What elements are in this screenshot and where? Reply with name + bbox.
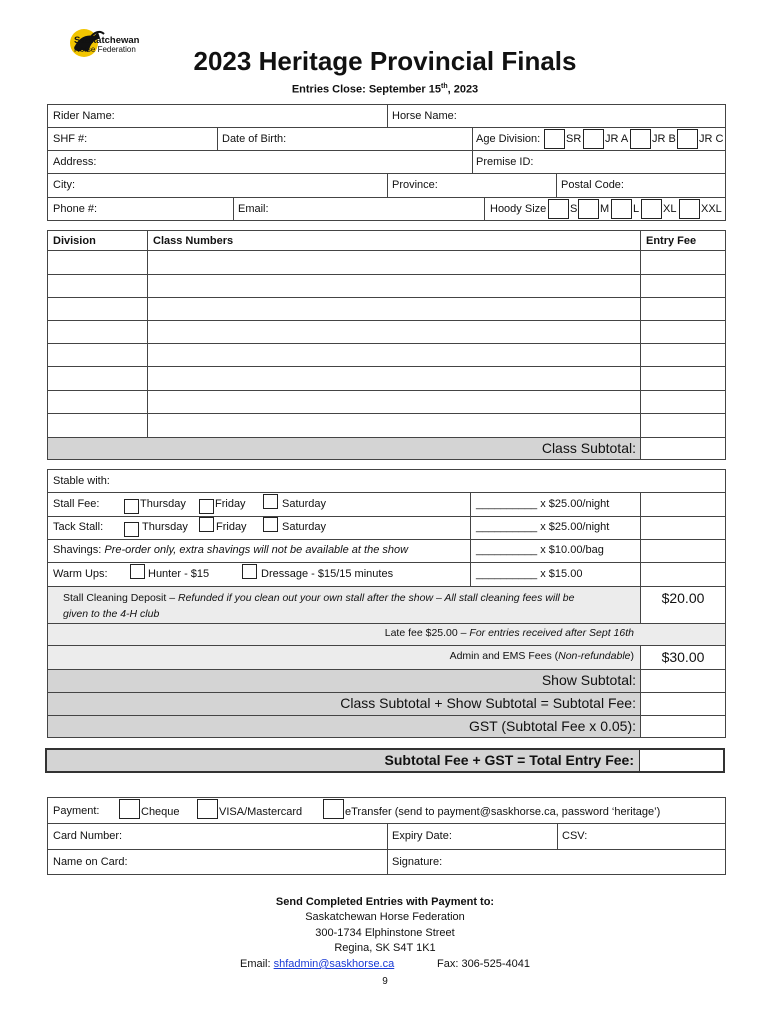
signature-field[interactable]: Signature: bbox=[392, 856, 443, 868]
csv-field[interactable]: CSV: bbox=[562, 830, 588, 842]
hoody-s-checkbox[interactable] bbox=[548, 199, 569, 219]
province-field[interactable]: Province: bbox=[392, 179, 438, 191]
premise-id-field[interactable]: Premise ID: bbox=[476, 156, 534, 168]
deposit-text: Stall Cleaning Deposit – Refunded if you clean out your own stall after the show – All stall cleaning fees will be given to the 4-H club bbox=[63, 592, 575, 620]
tack-saturday-checkbox[interactable] bbox=[263, 517, 278, 532]
shavings-row-label: Shavings: Pre-order only, extra shavings will not be available at the show bbox=[53, 544, 409, 556]
total-entry-fee-value[interactable] bbox=[640, 750, 723, 771]
total-label: Subtotal Fee + GST = Total Entry Fee: bbox=[384, 752, 634, 768]
gst-value[interactable] bbox=[641, 716, 725, 737]
deposit-amount: $20.00 bbox=[661, 590, 705, 606]
warmup-hunter-checkbox[interactable] bbox=[130, 564, 145, 579]
age-jra-checkbox[interactable] bbox=[583, 129, 604, 149]
hoody-xl-checkbox[interactable] bbox=[641, 199, 662, 219]
visa-mastercard-checkbox[interactable] bbox=[197, 799, 218, 819]
age-jra-label: JR A bbox=[605, 133, 629, 145]
street-address: 300-1734 Elphinstone Street bbox=[315, 927, 455, 939]
class-subtotal-value[interactable] bbox=[641, 438, 725, 459]
send-to-heading: Send Completed Entries with Payment to: bbox=[275, 896, 495, 908]
tack-friday-checkbox[interactable] bbox=[199, 517, 214, 532]
org-name: Saskatchewan Horse Federation bbox=[305, 911, 465, 923]
page-number: 9 bbox=[382, 976, 388, 987]
expiry-date-field[interactable]: Expiry Date: bbox=[392, 830, 452, 842]
age-division-label: Age Division: bbox=[476, 133, 541, 145]
stall-friday-checkbox[interactable] bbox=[199, 499, 214, 514]
warmup-dressage-label: Dressage - $15/15 minutes bbox=[261, 568, 394, 580]
subtotal-fee-value[interactable] bbox=[641, 693, 725, 715]
hoody-l-label: L bbox=[633, 203, 640, 215]
entries-close: Entries Close: September 15th, 2023 bbox=[291, 83, 479, 96]
date-of-birth-field[interactable]: Date of Birth: bbox=[222, 133, 287, 145]
tack-thursday-label: Thursday bbox=[142, 521, 188, 533]
hoody-size-label: Hoody Size bbox=[490, 203, 547, 215]
city-address: Regina, SK S4T 1K1 bbox=[334, 942, 436, 954]
warm-ups-label: Warm Ups: bbox=[53, 568, 108, 580]
shavings-rate[interactable]: __________ x $10.00/bag bbox=[476, 544, 604, 556]
age-jrb-checkbox[interactable] bbox=[630, 129, 651, 149]
page-title: 2023 Heritage Provincial Finals bbox=[193, 46, 577, 76]
hoody-m-checkbox[interactable] bbox=[578, 199, 599, 219]
shf-number-field[interactable]: SHF #: bbox=[53, 133, 88, 145]
cheque-checkbox[interactable] bbox=[119, 799, 140, 819]
show-subtotal-label: Show Subtotal: bbox=[541, 672, 636, 688]
admin-fee-text: Admin and EMS Fees (Non-refundable) bbox=[449, 650, 634, 662]
hoody-l-checkbox[interactable] bbox=[611, 199, 632, 219]
hoody-s-label: S bbox=[570, 203, 578, 215]
stall-friday-label: Friday bbox=[215, 498, 246, 510]
late-fee-text: Late fee $25.00 – For entries received after Sept 16th bbox=[384, 627, 634, 639]
stall-saturday-label: Saturday bbox=[282, 498, 327, 510]
admin-fee-amount: $30.00 bbox=[661, 649, 705, 665]
email-link[interactable]: shfadmin@saskhorse.ca bbox=[273, 958, 395, 970]
class-table bbox=[47, 230, 726, 460]
hoody-xxl-checkbox[interactable] bbox=[679, 199, 700, 219]
postal-code-field[interactable]: Postal Code: bbox=[561, 179, 624, 191]
stall-thursday-label: Thursday bbox=[140, 498, 186, 510]
age-sr-checkbox[interactable] bbox=[544, 129, 565, 149]
class-subtotal-label: Class Subtotal: bbox=[541, 440, 636, 456]
tack-rate[interactable]: __________ x $25.00/night bbox=[476, 521, 610, 533]
stall-thursday-checkbox[interactable] bbox=[124, 499, 139, 514]
city-field[interactable]: City: bbox=[53, 179, 75, 191]
stall-rate[interactable]: __________ x $25.00/night bbox=[476, 498, 610, 510]
horse-name-field[interactable]: Horse Name: bbox=[392, 110, 457, 122]
fax-line: Fax: 306-525-4041 bbox=[437, 958, 530, 970]
address-field[interactable]: Address: bbox=[53, 156, 97, 168]
stall-fee-label: Stall Fee: bbox=[53, 498, 100, 510]
logo-line1: Saskatchewan bbox=[74, 35, 140, 46]
payment-label: Payment: bbox=[53, 805, 100, 817]
rider-name-field[interactable]: Rider Name: bbox=[53, 110, 115, 122]
show-subtotal-value[interactable] bbox=[641, 670, 725, 692]
visa-mastercard-label: VISA/Mastercard bbox=[219, 806, 303, 818]
col-entry-fee: Entry Fee bbox=[646, 235, 697, 247]
email-field[interactable]: Email: bbox=[238, 203, 269, 215]
cheque-label: Cheque bbox=[141, 806, 180, 818]
age-jrc-label: JR C bbox=[699, 133, 724, 145]
hoody-m-label: M bbox=[600, 203, 610, 215]
stall-saturday-checkbox[interactable] bbox=[263, 494, 278, 509]
etransfer-label: eTransfer (send to payment@saskhorse.ca, password ‘heritage’) bbox=[345, 806, 661, 818]
age-jrc-checkbox[interactable] bbox=[677, 129, 698, 149]
name-on-card-field[interactable]: Name on Card: bbox=[53, 856, 128, 868]
hoody-xl-label: XL bbox=[663, 203, 677, 215]
card-number-field[interactable]: Card Number: bbox=[53, 830, 123, 842]
phone-field[interactable]: Phone #: bbox=[53, 203, 98, 215]
gst-label: GST (Subtotal Fee x 0.05): bbox=[468, 718, 636, 734]
tack-friday-label: Friday bbox=[216, 521, 247, 533]
subtotal-fee-label: Class Subtotal + Show Subtotal = Subtotal Fee: bbox=[340, 695, 636, 711]
tack-thursday-checkbox[interactable] bbox=[124, 522, 139, 537]
etransfer-checkbox[interactable] bbox=[323, 799, 344, 819]
warmup-rate[interactable]: __________ x $15.00 bbox=[476, 568, 583, 580]
logo-line2: Horse Federation bbox=[74, 45, 136, 54]
warmup-hunter-label: Hunter - $15 bbox=[148, 568, 210, 580]
hoody-xxl-label: XXL bbox=[701, 203, 722, 215]
stable-with-field[interactable]: Stable with: bbox=[53, 475, 110, 487]
email-line: Email: shfadmin@saskhorse.ca bbox=[240, 958, 395, 970]
age-sr-label: SR bbox=[566, 133, 582, 145]
col-division: Division bbox=[53, 235, 96, 247]
age-jrb-label: JR B bbox=[652, 133, 676, 145]
tack-stall-label: Tack Stall: bbox=[53, 521, 104, 533]
warmup-dressage-checkbox[interactable] bbox=[242, 564, 257, 579]
tack-saturday-label: Saturday bbox=[282, 521, 327, 533]
col-class-numbers: Class Numbers bbox=[153, 235, 234, 247]
